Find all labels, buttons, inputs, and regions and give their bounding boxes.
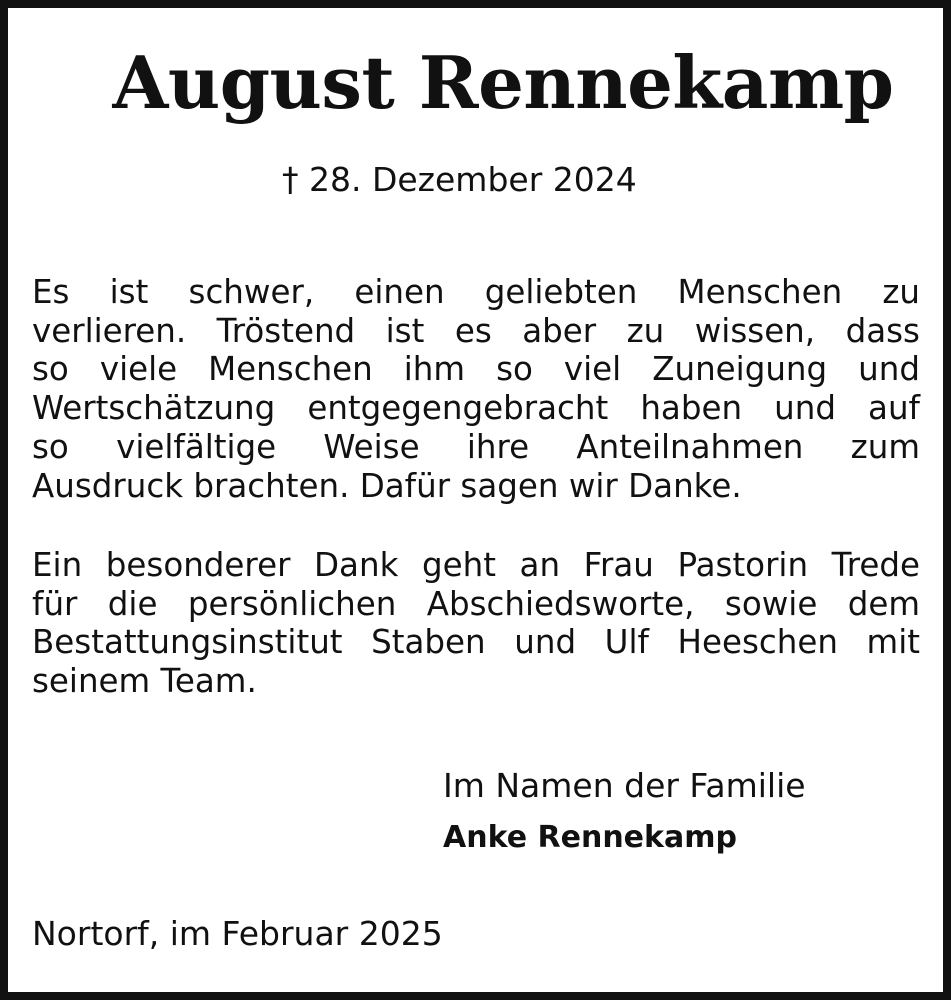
paragraph-line: Ausdruck brachten. Dafür sagen wir Danke. — [32, 466, 742, 505]
paragraph-line: seinem Team. — [32, 662, 257, 701]
paragraph-line: Wertschätzung entgegengebracht haben und auf — [32, 389, 920, 428]
paragraph-line: verlieren. Tröstend ist es aber zu wissen, dass — [32, 311, 920, 350]
paragraph-line: so vielfältige Weise ihre Anteilnahmen zum — [32, 427, 920, 466]
paragraph-line: so viele Menschen ihm so viel Zuneigung und — [32, 350, 920, 389]
place-and-date: Nortorf, im Februar 2025 — [32, 914, 443, 953]
paragraph-line: Es ist schwer, einen geliebten Menschen zu — [32, 273, 920, 311]
thanks-paragraph — [32, 273, 920, 505]
death-date: † 28. Dezember 2024 — [282, 160, 637, 199]
signature-intro: Im Namen der Familie — [443, 766, 806, 805]
paragraph-line: Bestattungsinstitut Staben und Ulf Heeschen mit — [32, 623, 920, 662]
paragraph-line: für die persönlichen Abschiedsworte, sowie dem — [32, 584, 920, 623]
paragraph-line: Ein besonderer Dank geht an Frau Pastorin Trede — [32, 546, 920, 584]
deceased-name: August Rennekamp — [112, 40, 894, 125]
special-thanks-paragraph — [32, 546, 920, 701]
signature-name: Anke Rennekamp — [443, 820, 737, 855]
